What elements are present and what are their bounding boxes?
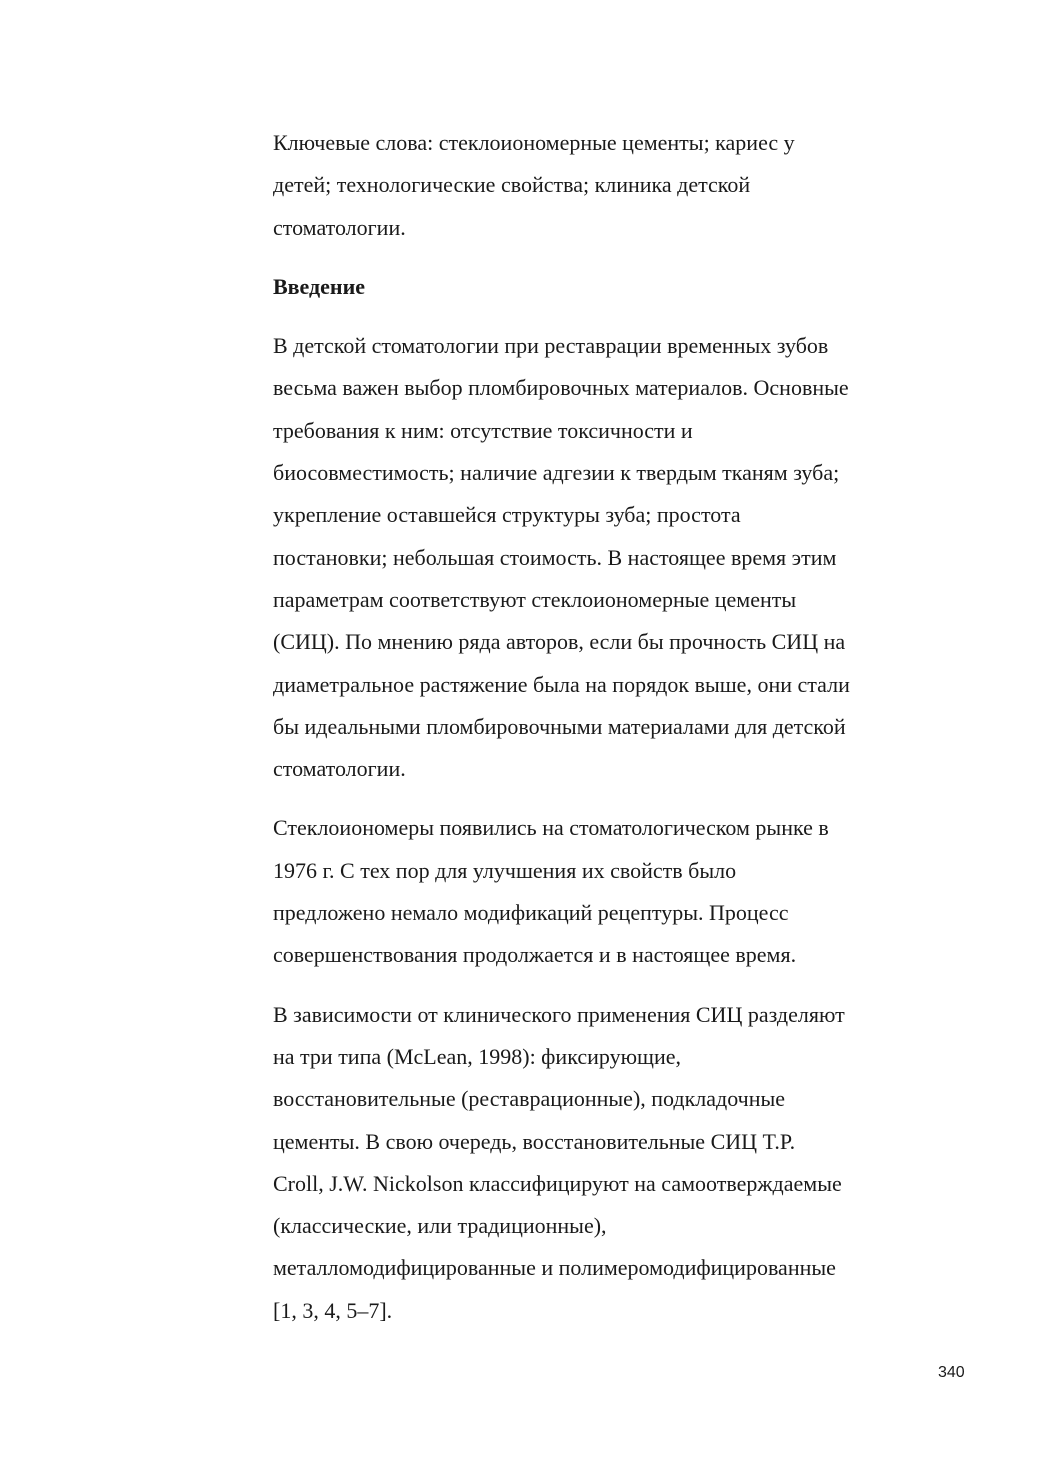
text-line: бы идеальными пломбировочными материалами для детской — [273, 713, 846, 739]
text-line: детей; технологические свойства; клиника детской — [273, 172, 751, 198]
text-line: укрепление оставшейся структуры зуба; простота — [273, 502, 741, 528]
text-line: предложено немало модификаций рецептуры. Процесс — [273, 900, 789, 926]
text-line: цементы. В свою очередь, восстановительные СИЦ T.P. — [273, 1128, 796, 1154]
text-line: параметрам соответствуют стеклоиономерные цементы — [273, 586, 797, 612]
text-line: [1, 3, 4, 5–7]. — [273, 1297, 393, 1323]
text-line: В зависимости от клинического применения СИЦ разделяют — [273, 1001, 845, 1027]
page-number: 340 — [938, 1364, 965, 1381]
text-line: 1976 г. С тех пор для улучшения их свойств было — [273, 857, 737, 883]
text-line: Ключевые слова: стеклоиономерные цементы; кариес у — [273, 130, 795, 155]
text-line: (классические, или традиционные), — [273, 1213, 607, 1239]
text-line: требования к ним: отсутствие токсичности и — [273, 417, 693, 443]
text-line: весьма важен выбор пломбировочных материалов. Основные — [273, 375, 849, 401]
keywords-paragraph — [273, 122, 933, 249]
text-line: восстановительные (реставрационные), подкладочные — [273, 1086, 786, 1112]
section-heading — [273, 266, 933, 308]
intro-paragraph-1 — [273, 325, 933, 790]
text-line: Стеклоиономеры появились на стоматологическом рынке в — [273, 815, 829, 841]
text-line: стоматологии. — [273, 756, 406, 782]
text-line: (СИЦ). По мнению ряда авторов, если бы прочность СИЦ на — [273, 629, 846, 655]
text-line: биосовместимость; наличие адгезии к твердым тканям зуба; — [273, 460, 840, 486]
intro-paragraph-3 — [273, 994, 933, 1332]
text-line: постановки; небольшая стоимость. В настоящее время этим — [273, 544, 837, 570]
text-line: Croll, J.W. Nickolson классифицируют на самоотверждаемые — [273, 1170, 842, 1196]
document-body — [273, 122, 933, 1332]
text-line: стоматологии. — [273, 214, 406, 240]
text-line: В детской стоматологии при реставрации временных зубов — [273, 333, 829, 359]
heading-text: Введение — [273, 273, 366, 299]
text-line: совершенствования продолжается и в настоящее время. — [273, 942, 797, 968]
text-line: металломодифицированные и полимеромодифицированные — [273, 1255, 836, 1281]
intro-paragraph-2 — [273, 807, 933, 976]
text-line: диаметральное растяжение была на порядок выше, они стали — [273, 671, 850, 697]
text-line: на три типа (McLean, 1998): фиксирующие, — [273, 1043, 682, 1069]
